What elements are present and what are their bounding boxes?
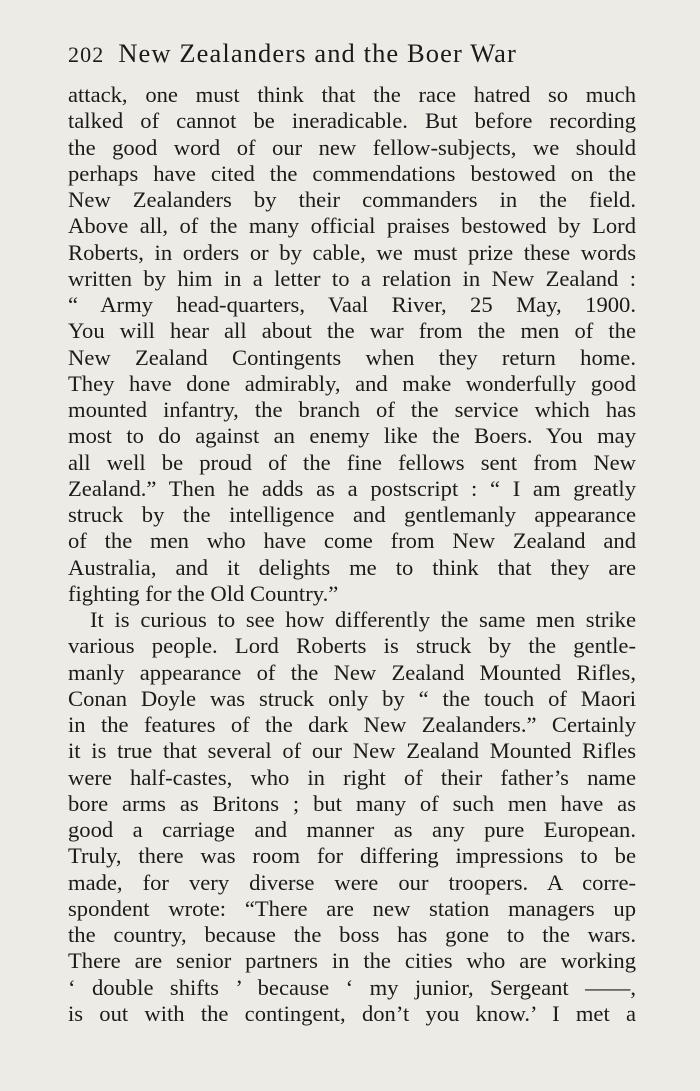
text-line: fighting for the Old Country.” (68, 580, 339, 606)
text-line: They have done admirably, and make wonderfully good (68, 370, 636, 396)
text-line: New Zealand Contingents when they return home. (68, 344, 636, 370)
text-line: attack, one must think that the race hatred so much (68, 82, 636, 107)
text-line: bore arms as Britons ; but many of such men have as (68, 790, 636, 816)
text-line: ‘ double shifts ’ because ‘ my junior, Sergeant ——, (68, 974, 636, 1000)
text-line: most to do against an enemy like the Boers. You may (68, 423, 636, 449)
text-line: in the features of the dark New Zealanders.” Certainly (68, 712, 636, 737)
text-line: talked of cannot be ineradicable. But before recording (68, 108, 636, 134)
text-line: the good word of our new fellow-subjects, we should (68, 134, 636, 160)
text-line: good a carriage and manner as any pure European. (68, 817, 636, 842)
text-line: of the men who have come from New Zealand and (68, 528, 636, 554)
text-line: You will hear all about the war from the men of the (68, 318, 636, 344)
text-line: made, for very diverse were our troopers. A corre- (68, 869, 636, 895)
text-line: Conan Doyle was struck only by “ the touch of Maori (68, 685, 636, 711)
text-line: it is true that several of our New Zealand Mounted Rifles (68, 738, 636, 764)
text-line: Australia, and it delights me to think that they are (68, 554, 636, 580)
text-line: Truly, there was room for differing impressions to be (68, 843, 636, 869)
text-line: were half-castes, who in right of their father’s name (68, 764, 636, 790)
text-line: spondent wrote: “There are new station managers up (68, 895, 636, 921)
text-line: is out with the contingent, don’t you know.’ I met a (68, 1000, 636, 1026)
page-number: 202 (68, 42, 105, 67)
text-line: the country, because the boss has gone to the wars. (68, 922, 636, 947)
text-line: New Zealanders by their commanders in the field. (68, 187, 636, 212)
running-head (68, 38, 638, 72)
text-line: “ Army head-quarters, Vaal River, 25 May, 1900. (68, 292, 636, 317)
text-line: Above all, of the many official praises bestowed by Lord (68, 213, 636, 239)
body-text (68, 82, 636, 1027)
text-line: There are senior partners in the cities who are working (68, 948, 636, 974)
text-line: Roberts, in orders or by cable, we must prize these words (68, 239, 636, 265)
text-line: various people. Lord Roberts is struck by the gentle- (68, 633, 636, 659)
text-line: Zealand.” Then he adds as a postscript : “ I am greatly (68, 475, 636, 501)
text-line: manly appearance of the New Zealand Mounted Rifles, (68, 659, 636, 685)
text-line: perhaps have cited the commendations bestowed on the (68, 160, 636, 186)
text-line: struck by the intelligence and gentlemanly appearance (68, 502, 636, 527)
text-line: mounted infantry, the branch of the service which has (68, 397, 636, 422)
text-line: It is curious to see how differently the same men strike (90, 607, 636, 632)
book-title: New Zealanders and the Boer War (118, 38, 517, 68)
text-line: written by him in a letter to a relation in New Zealand : (68, 265, 636, 291)
text-line: all well be proud of the fine fellows sent from New (68, 449, 636, 475)
